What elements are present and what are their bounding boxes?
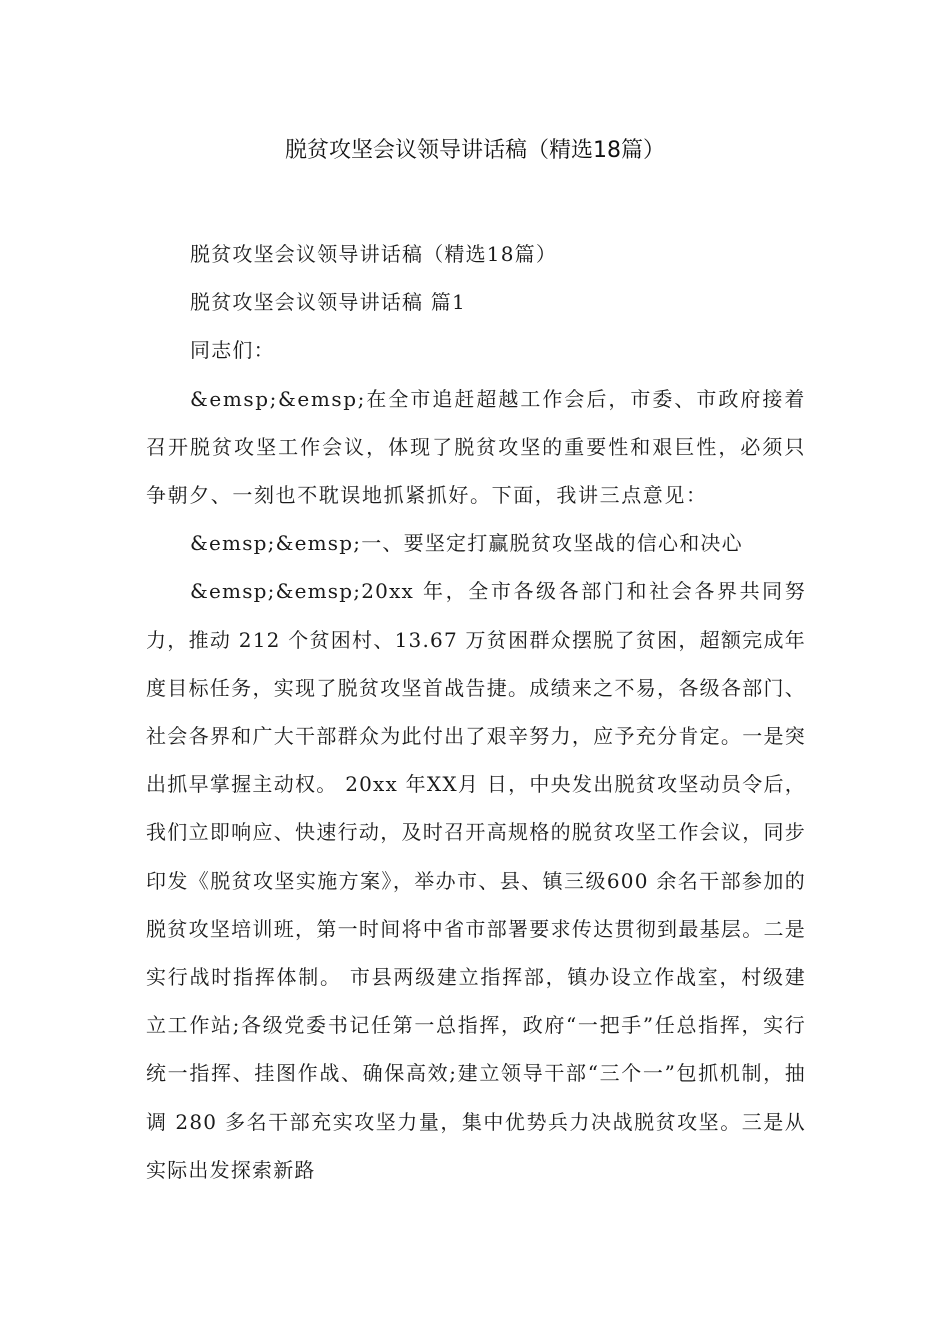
- document-title: 脱贫攻坚会议领导讲话稿（精选18篇）: [285, 138, 665, 163]
- paragraph-section-heading: 脱贫攻坚会议领导讲话稿 篇1: [190, 290, 466, 315]
- document-body: [146, 230, 806, 1194]
- paragraph-point-one-body: &emsp;&emsp;20xx 年，全市各级各部门和社会各界共同努力，推动 212 个贫困村、13.67 万贫困群众摆脱了贫困，超额完成年度目标任务，实现了脱贫攻坚首战告捷。成绩来之不易，各级各部门、社会各界和广大干部群众为此付出了艰辛努力，应予充分肯定。一是突出抓早掌握主动权。 20xx 年XX月 日，中央发出脱贫攻坚动员令后，我们立即响应、快速行动，及时召开高规格的脱贫攻坚工作会议，同步印发《脱贫攻坚实施方案》，举办市、县、镇三级600 余名干部参加的脱贫攻坚培训班，第一时间将中省市部署要求传达贯彻到最基层。二是实行战时指挥体制。 市县两级建立指挥部，镇办设立作战室，村级建立工作站;各级党委书记任第一总指挥，政府“一把手”任总指挥，实行统一指挥、挂图作战、确保高效;建立领导干部“三个一”包抓机制，抽调 280 多名干部充实攻坚力量，集中优势兵力决战脱贫攻坚。三是从实际出发探索新路: [146, 579, 806, 1182]
- paragraph-subtitle: 脱贫攻坚会议领导讲话稿（精选18篇）: [190, 242, 558, 266]
- paragraph-intro: &emsp;&emsp;在全市追赶超越工作会后，市委、市政府接着召开脱贫攻坚工作会议，体现了脱贫攻坚的重要性和艰巨性，必须只争朝夕、一刻也不耽误地抓紧抓好。下面，我讲三点意见：: [146, 386, 806, 508]
- paragraph-salutation: 同志们：: [190, 338, 275, 363]
- paragraph-point-one-heading: &emsp;&emsp;一、要坚定打赢脱贫攻坚战的信心和决心: [190, 531, 743, 556]
